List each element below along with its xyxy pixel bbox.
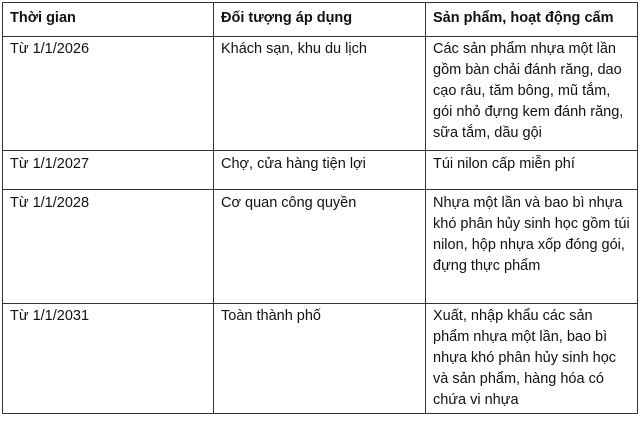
cell-time: Từ 1/1/2027 — [3, 151, 214, 190]
cell-time: Từ 1/1/2031 — [3, 304, 214, 414]
header-time: Thời gian — [3, 3, 214, 37]
cell-target: Khách sạn, khu du lịch — [214, 37, 426, 151]
table-row — [3, 304, 638, 414]
cell-target: Toàn thành phố — [214, 304, 426, 414]
cell-time: Từ 1/1/2026 — [3, 37, 214, 151]
table-row — [3, 37, 638, 151]
table-row — [3, 190, 638, 304]
plastic-ban-schedule-table — [2, 2, 638, 414]
header-banned-items: Sản phẩm, hoạt động cấm — [426, 3, 638, 37]
table-header-row — [3, 3, 638, 37]
cell-target: Cơ quan công quyền — [214, 190, 426, 304]
cell-banned-items: Xuất, nhập khẩu các sản phẩm nhựa một lần, bao bì nhựa khó phân hủy sinh học và sản phẩm, hàng hóa có chứa vi nhựa — [426, 304, 638, 414]
cell-time: Từ 1/1/2028 — [3, 190, 214, 304]
cell-target: Chợ, cửa hàng tiện lợi — [214, 151, 426, 190]
cell-banned-items: Nhựa một lần và bao bì nhựa khó phân hủy sinh học gồm túi nilon, hộp nhựa xốp đóng gói, đựng thực phẩm — [426, 190, 638, 304]
cell-banned-items: Các sản phẩm nhựa một lần gồm bàn chải đánh răng, dao cạo râu, tăm bông, mũ tắm, gói nhỏ đựng kem đánh răng, sữa tắm, dầu gội — [426, 37, 638, 151]
header-target: Đối tượng áp dụng — [214, 3, 426, 37]
cell-banned-items: Túi nilon cấp miễn phí — [426, 151, 638, 190]
table-row — [3, 151, 638, 190]
